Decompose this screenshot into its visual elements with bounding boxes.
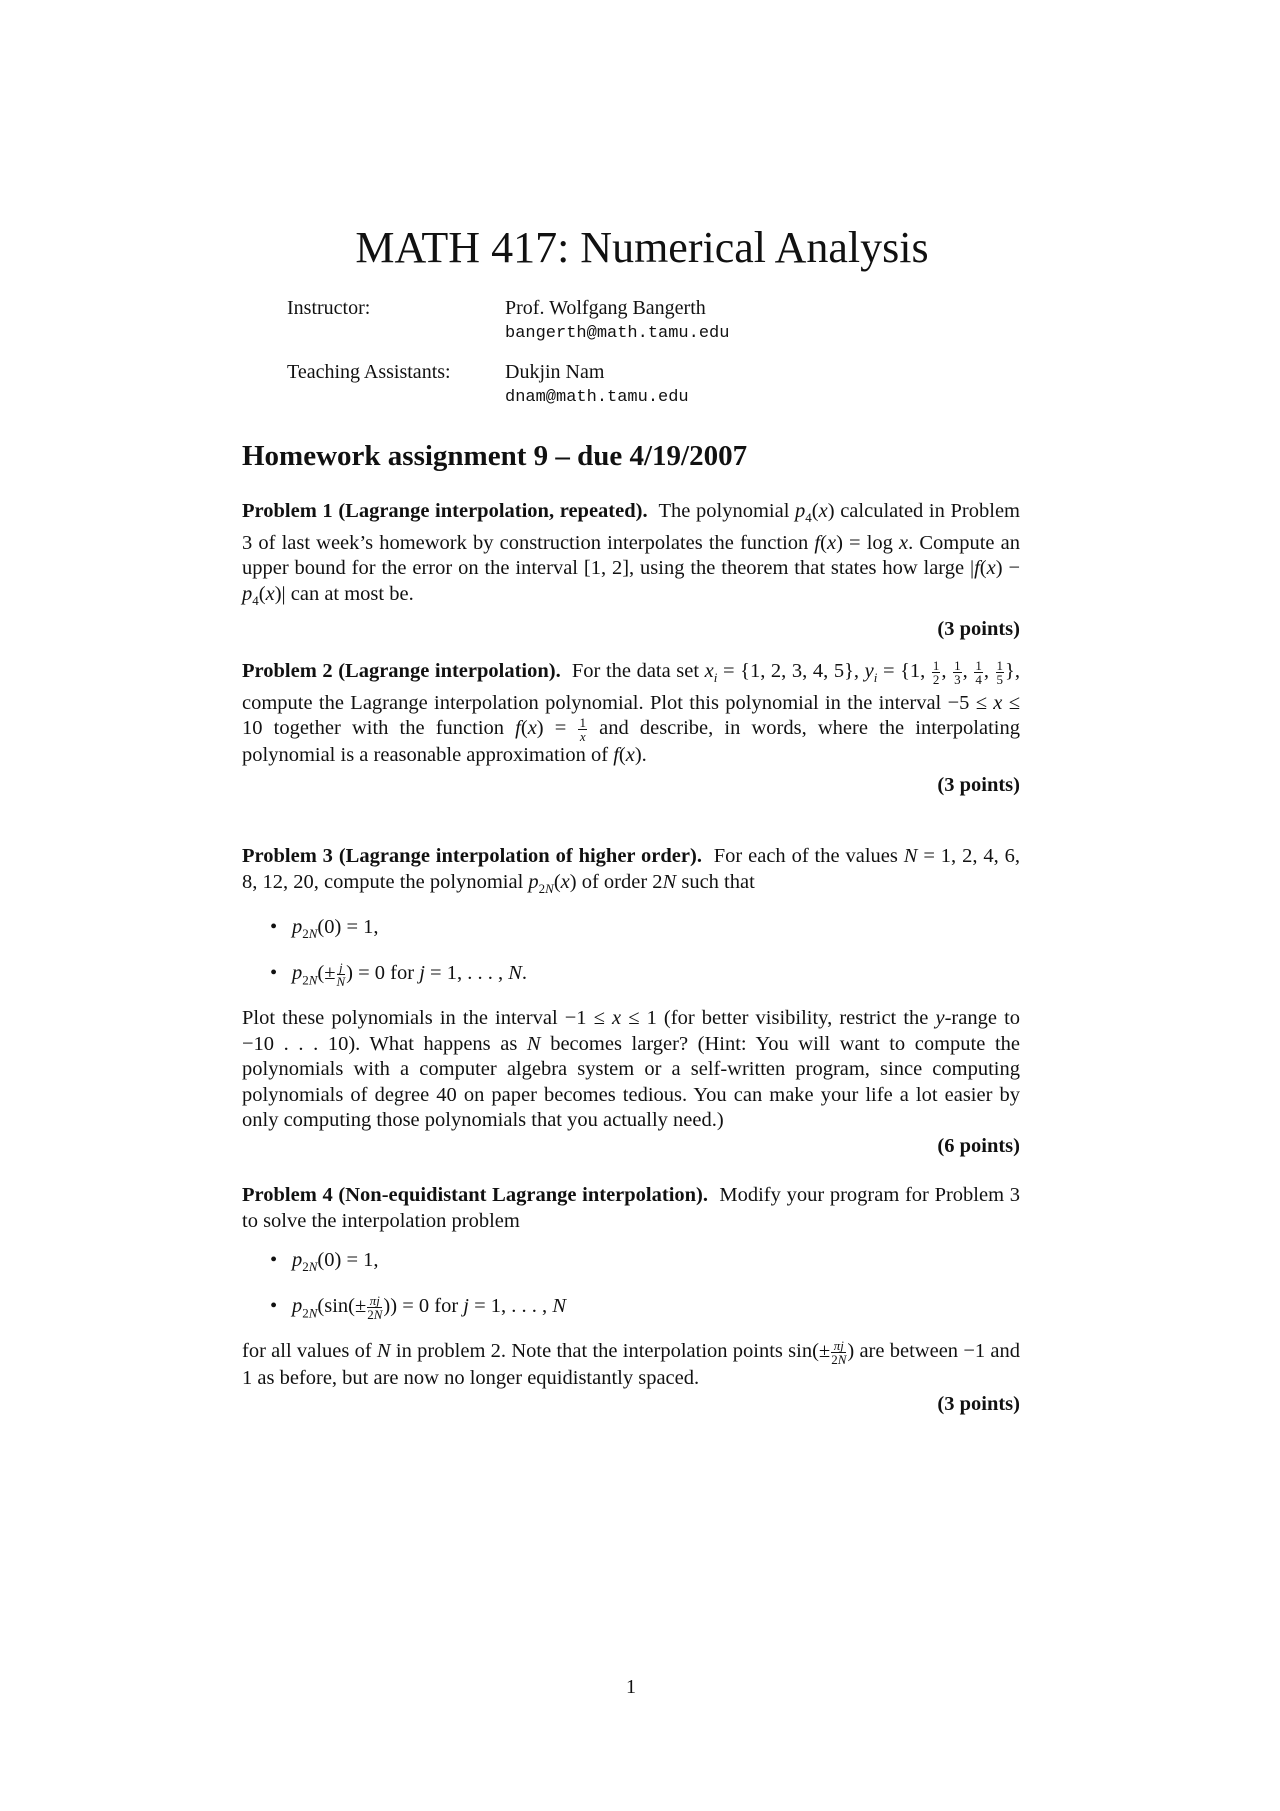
problem-3 xyxy=(242,844,1020,1159)
problem-4-points: (3 points) xyxy=(937,1392,1020,1415)
course-title: MATH 417: Numerical Analysis xyxy=(355,223,929,272)
instructor-email: bangerth@math.tamu.edu xyxy=(505,324,730,343)
ta-label: Teaching Assistants: xyxy=(287,361,451,383)
problem-3-text-2: Plot these polynomials in the interval −1 ≤ x ≤ 1 (for better visibility, restrict the y-range to −10 . . . 10). What happens as N becomes larger? (Hint: You will want to compute the polynomials with a computer algebra system or a self-written program, since computing polynomials of degree 40 on paper becomes tedious. You can make your life a lot easier by only computing those polynomials that you actually need.) xyxy=(242,1007,1021,1132)
list-item: • $p_{2N}(\pm$ $\frac{j}{N}$ ) = 0 for j = 1, . . . , N. xyxy=(270,961,1020,993)
problem-1-points: (3 points) xyxy=(937,618,1020,641)
list-item: • $p_{2N}(\sin(\pm$ $\frac{\pi j}{2N}$ )) = 0 for j = 1, . . . , N xyxy=(270,1294,1020,1326)
problem-4-title: Problem 4 (Non-equidistant Lagrange interpolation). xyxy=(242,1184,708,1206)
problem-3-title: Problem 3 (Lagrange interpolation of higher order). xyxy=(242,845,702,867)
problem-3-points: (6 points) xyxy=(937,1134,1020,1157)
problem-4-text-2: for all values of N in problem 2. Note that the interpolation points sin(± $\frac{\pi j}{2N}$ ) are between −1 and 1 as before, but are now no longer equidistantly spaced. xyxy=(242,1338,1020,1390)
problem-2-points: (3 points) xyxy=(937,773,1020,796)
problem-2-text: Problem 2 (Lagrange interpolation). For the data set $x_i = \{1$, 2, 3, 4, 5}, $y_i = \{1$, $\frac{1}{2}$ , $\frac{1}{3}$ , $\frac{1}{4}$ , $\frac{1}{5}$ }, compute the Lagrange interpolation polynomial. Plot this polynomial in the interval −5 ≤ x ≤ 10 together with the function f(x) = $\frac{1}{x}$ and describe, in words, where the interpolating polynomial is a reasonable approximation of f(x). xyxy=(242,658,1021,767)
instructor-label: Instructor: xyxy=(287,297,371,319)
problem-4 xyxy=(242,1183,1020,1417)
ta-email: dnam@math.tamu.edu xyxy=(505,388,689,407)
problem-1-text: Problem 1 (Lagrange interpolation, repeated). The polynomial $p_4(x)$ calculated in Problem 3 of last week’s homework by construction interpolates the function f(x) = log x. Compute an upper bound for the error on the interval [1, 2], using the theorem that states how large $|f(x) - p_4(x)|$ can at most be. xyxy=(242,500,1020,608)
problem-2-title: Problem 2 (Lagrange interpolation). xyxy=(242,660,561,683)
problem-4-text: Problem 4 (Non-equidistant Lagrange interpolation). Modify your program for Problem 3 to solve the interpolation problem xyxy=(242,1184,1020,1232)
problem-1 xyxy=(242,499,1020,643)
problem-1-title: Problem 1 (Lagrange interpolation, repeated). xyxy=(242,500,648,522)
problem-3-conditions xyxy=(242,915,1020,992)
problem-2 xyxy=(242,659,1020,798)
page-number: 1 xyxy=(626,1676,636,1698)
ta-name: Dukjin Nam xyxy=(505,361,605,383)
instructor-name: Prof. Wolfgang Bangerth xyxy=(505,297,706,319)
list-item: • $p_{2N}(0) = 1$, xyxy=(270,1248,1020,1280)
problem-3-text: Problem 3 (Lagrange interpolation of higher order). For each of the values N = 1, 2, 4, 6, 8, 12, 20, compute the polynomial $p_{2N}(x)$ of order 2N such that xyxy=(242,845,1020,896)
problem-4-conditions xyxy=(242,1248,1020,1325)
list-item: • $p_{2N}(0) = 1$, xyxy=(270,915,1020,947)
assignment-title: Homework assignment 9 – due 4/19/2007 xyxy=(242,440,748,472)
